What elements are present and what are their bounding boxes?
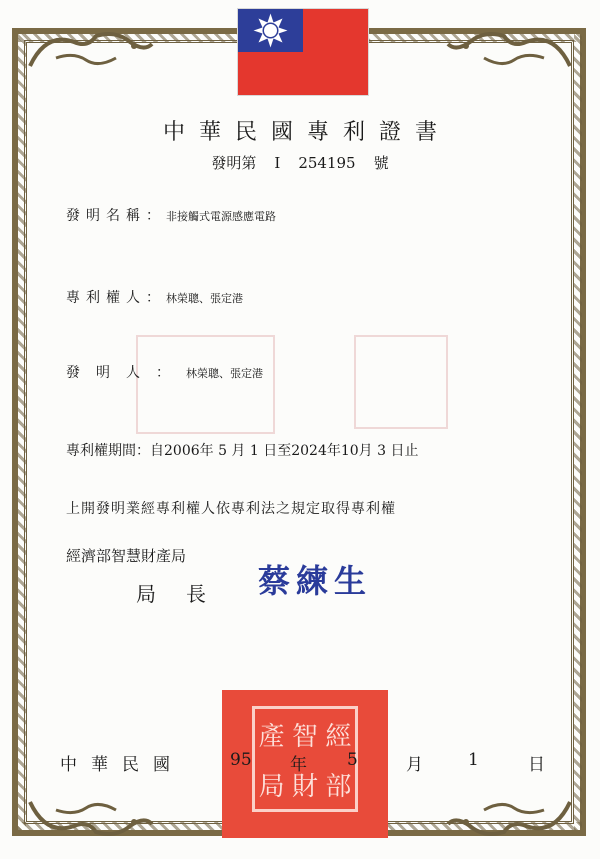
- director-signature: 蔡練生: [258, 562, 373, 600]
- date-month-number: 5: [347, 750, 358, 770]
- certificate-title: 中華民國專利證書: [162, 120, 451, 145]
- dragon-ornament-icon: [444, 28, 574, 72]
- issue-date: [0, 750, 600, 774]
- director-title-char-2: 長: [186, 582, 206, 606]
- faint-watermark-seal: [136, 335, 275, 434]
- date-day-number: 1: [468, 750, 479, 770]
- patent-number: 254195: [298, 154, 356, 172]
- issuing-agency: 經濟部智慧財產局: [66, 547, 187, 565]
- grant-statement: 上開發明業經專利權人依專利法之規定取得專利權: [66, 501, 396, 517]
- date-year-number: 95: [230, 750, 252, 770]
- dragon-ornament-icon: [26, 28, 156, 72]
- roc-flag-icon: [237, 8, 369, 96]
- seal-char: 智: [291, 721, 318, 752]
- invention-name-value: 非接觸式電源感應電路: [166, 210, 276, 223]
- inventor-field: [66, 362, 263, 382]
- invention-name-label: 發明名稱：: [66, 208, 166, 224]
- dragon-ornament-icon: [444, 796, 574, 840]
- seal-char: 部: [325, 771, 352, 802]
- inventor-value: 林榮聰、張定港: [186, 367, 263, 380]
- date-era: 中華民國: [60, 755, 184, 775]
- faint-watermark-seal: [354, 335, 448, 429]
- patentee-label: 專利權人：: [66, 290, 166, 306]
- date-month-unit: 月: [406, 755, 423, 775]
- inventor-label: 發明人：: [66, 365, 186, 381]
- seal-char: 財: [291, 771, 318, 802]
- invention-name-field: [66, 205, 276, 225]
- director-title: [136, 578, 236, 607]
- flag-canton: [238, 9, 303, 52]
- patent-number-suffix: 號: [373, 154, 389, 172]
- patent-number-code: I: [274, 154, 281, 172]
- patentee-value: 林榮聰、張定港: [166, 292, 243, 305]
- patent-number-line: [0, 152, 600, 173]
- date-day-unit: 日: [528, 755, 545, 775]
- date-year-unit: 年: [290, 755, 307, 775]
- director-title-char-1: 局: [136, 582, 156, 606]
- patent-term: 專利權期間：自2006年 5 月 1 日至2024年10月 3 日止: [66, 443, 419, 459]
- seal-char: 經: [325, 721, 352, 752]
- dragon-ornament-icon: [26, 796, 156, 840]
- seal-char: 局: [258, 771, 285, 802]
- seal-char: 產: [258, 721, 285, 752]
- patent-number-prefix: 發明第: [211, 154, 257, 172]
- patentee-field: [66, 287, 243, 307]
